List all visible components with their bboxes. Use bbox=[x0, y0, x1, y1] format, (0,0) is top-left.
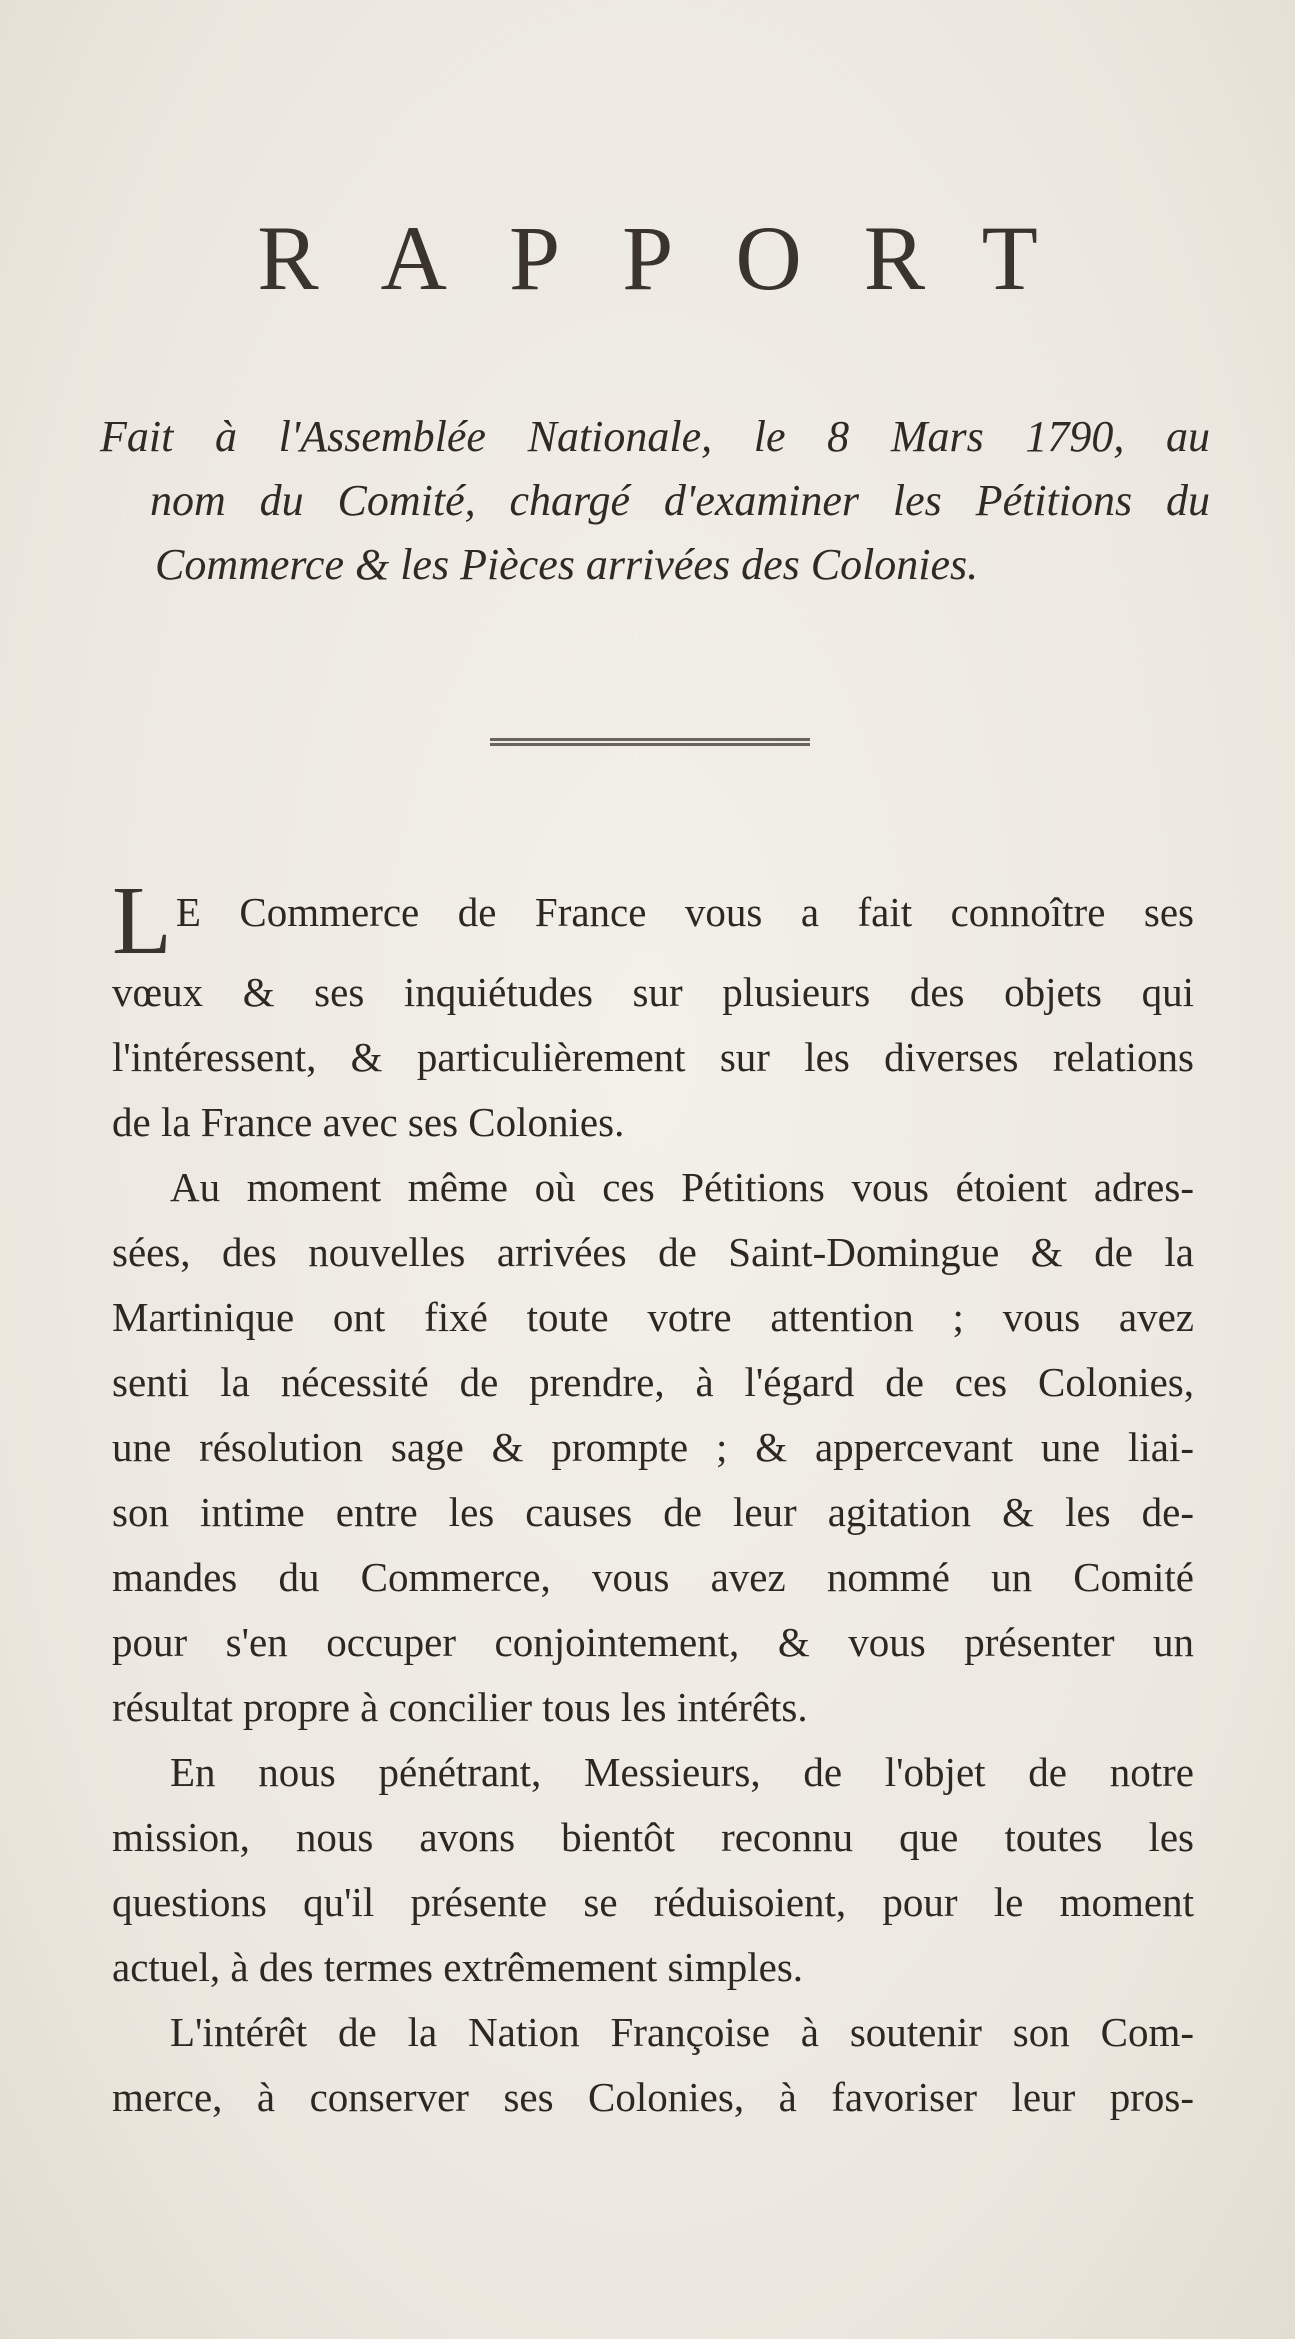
text-line: merce, à conserver ses Colonies, à favoriser leur pros- bbox=[112, 2074, 1194, 2120]
text-line: mandes du Commerce, vous avez nommé un Comité bbox=[112, 1554, 1194, 1600]
ornamental-rule bbox=[490, 738, 810, 746]
text-line: l'intéressent, & particulièrement sur les diverses relations bbox=[112, 1034, 1194, 1080]
text-line: questions qu'il présente se réduisoient, pour le moment bbox=[112, 1879, 1194, 1925]
paragraph bbox=[112, 1740, 1194, 2000]
text-line: son intime entre les causes de leur agitation & les de- bbox=[112, 1489, 1194, 1535]
text-line: pour s'en occuper conjointement, & vous présenter un bbox=[112, 1619, 1194, 1665]
text-line: En nous pénétrant, Messieurs, de l'objet de notre bbox=[170, 1749, 1194, 1795]
text-line: Au moment même où ces Pétitions vous étoient adres- bbox=[170, 1164, 1194, 1210]
text-line: actuel, à des termes extrêmement simples. bbox=[112, 1944, 804, 1990]
text-line: de la France avec ses Colonies. bbox=[112, 1099, 625, 1145]
document-subtitle bbox=[100, 405, 1210, 597]
paragraph bbox=[112, 1155, 1194, 1740]
subtitle-line: Commerce & les Pièces arrivées des Colonies. bbox=[155, 540, 979, 589]
text-line: mission, nous avons bientôt reconnu que toutes les bbox=[112, 1814, 1194, 1860]
document-body bbox=[112, 867, 1194, 2130]
text-line: Martinique ont fixé toute votre attention ; vous avez bbox=[112, 1294, 1194, 1340]
text-line: L'intérêt de la Nation Françoise à soutenir son Com- bbox=[170, 2009, 1194, 2055]
subtitle-line: Fait à l'Assemblée Nationale, le 8 Mars 1790, au bbox=[100, 412, 1210, 461]
subtitle-line: nom du Comité, chargé d'examiner les Pétitions du bbox=[150, 476, 1210, 525]
text-line: vœux & ses inquiétudes sur plusieurs des objets qui bbox=[112, 969, 1194, 1015]
text-line: résultat propre à concilier tous les intérêts. bbox=[112, 1684, 808, 1730]
text-line: une résolution sage & prompte ; & appercevant une liai- bbox=[112, 1424, 1194, 1470]
document-title: RAPPORT bbox=[257, 207, 1100, 309]
text-line: sées, des nouvelles arrivées de Saint-Domingue & de la bbox=[112, 1229, 1194, 1275]
text-line: E Commerce de France vous a fait connoître ses bbox=[175, 889, 1194, 935]
text-line: senti la nécessité de prendre, à l'égard de ces Colonies, bbox=[112, 1359, 1194, 1405]
paragraph bbox=[112, 2000, 1194, 2130]
drop-cap: L bbox=[112, 867, 172, 975]
paragraph bbox=[112, 867, 1194, 1155]
